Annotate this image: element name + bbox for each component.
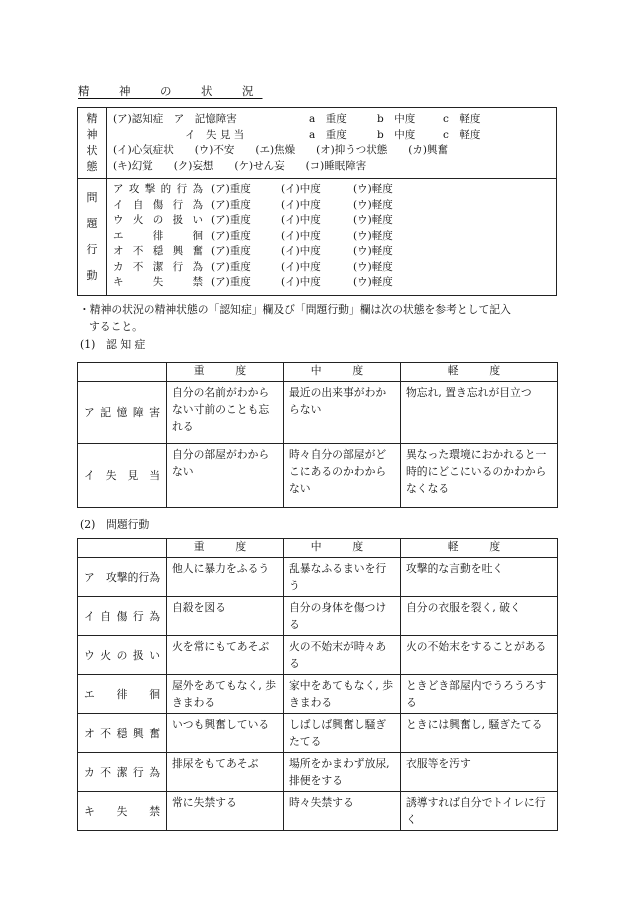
label-char: 火 [100, 648, 112, 662]
label-char: 興 [132, 726, 144, 740]
row-label [78, 714, 167, 753]
label-char: カ [113, 260, 124, 273]
label-char: 傷 [116, 609, 128, 623]
problem-behavior-row [113, 244, 556, 260]
label-char: オ [113, 245, 124, 257]
dementia-orientation-text: イ 失 見 当 [185, 128, 245, 141]
table-cell: 自分の身体を傷つける [284, 597, 401, 636]
label-char: 的 [160, 183, 172, 195]
grade-c: c 軽度 [443, 128, 481, 141]
table-cell: 自分の部屋がわからない [167, 444, 284, 508]
grade-option: (イ)中度 [281, 183, 321, 195]
row-label [78, 597, 167, 636]
label-char: 精 [86, 112, 98, 125]
grade-option: (イ)中度 [281, 229, 321, 242]
row-label-text [84, 803, 160, 820]
behavior-label [113, 182, 203, 198]
grade-option: (ア)重度 [211, 276, 251, 288]
table-cell: 乱暴なふるまいを行う [284, 558, 401, 597]
grade-option: (ア)重度 [211, 260, 251, 273]
label-char: 状 [86, 144, 98, 157]
label-char: エ [84, 687, 95, 701]
label-char: 態 [86, 160, 98, 173]
label-char: 行 [172, 198, 184, 211]
label-char: 徊 [149, 687, 160, 701]
label-char: い [149, 648, 160, 662]
label-char: 行 [86, 242, 98, 256]
label-char: 問 [86, 190, 98, 204]
table-cell: 家中をあてもなく, 歩きまわる [284, 675, 401, 714]
grade-option: (ウ)軽度 [353, 229, 393, 242]
instruction-note [79, 301, 559, 335]
header-moderate: 中 度 [284, 363, 401, 382]
label-char: 為 [192, 260, 203, 273]
label-char: 穏 [152, 245, 164, 257]
header-moderate: 中 度 [284, 539, 401, 558]
dementia-memory-text: (ア)認知症 ア 記憶障害 [113, 113, 237, 125]
label-char: 興 [172, 245, 184, 257]
header-blank [78, 363, 167, 382]
row-label-text [84, 404, 160, 421]
note-line-1: ・精神の状況の精神状態の「認知症」欄及び「問題行動」欄は次の状態を参考として記入 [79, 303, 511, 316]
table-row [78, 597, 558, 636]
problem-behavior-cell [107, 179, 557, 296]
label-char: 題 [86, 216, 98, 230]
label-char: 失 [116, 804, 128, 818]
grade-option: (ア)重度 [211, 245, 251, 257]
table-cell: 火を常にもてあそぶ [167, 636, 284, 675]
label-char: 行 [132, 609, 144, 623]
label-char: 行 [132, 765, 144, 779]
header-blank [78, 539, 167, 558]
grade-option: (イ)中度 [281, 245, 321, 257]
row-label [78, 444, 167, 508]
label-char: の [152, 214, 164, 226]
behavior-label [113, 213, 203, 229]
table-cell: 自分の衣服を裂く, 破く [401, 597, 558, 636]
label-char: ア [84, 570, 95, 584]
label-char: 扱 [132, 648, 144, 662]
label-char: い [192, 214, 203, 226]
grade-c: c 軽度 [443, 113, 481, 125]
table-cell: 常に失禁する [167, 792, 284, 831]
grade-option: (イ)中度 [281, 260, 321, 273]
page-title: 精 神 の 状 況 [78, 84, 263, 98]
grade-option: (ア)重度 [211, 229, 251, 242]
label-char: 奮 [149, 726, 160, 740]
table-row [78, 714, 558, 753]
table-cell: 火の不始末をすることがある [401, 636, 558, 675]
label-char: 為 [192, 183, 203, 195]
table-row [78, 753, 558, 792]
table-cell: 異なった環境におかれると一時的にどこにいるのかわからなくなる [401, 444, 558, 508]
label-char: オ [84, 726, 95, 740]
problem-behavior-row [113, 275, 556, 291]
label-char: 不 [132, 245, 144, 257]
table-cell: 誘導すれば自分でトイレに行く [401, 792, 558, 831]
behavior-label [113, 198, 203, 214]
label-char: 自 [100, 609, 112, 623]
header-mild: 軽 度 [401, 363, 558, 382]
label-char: 失 [152, 276, 164, 288]
table-cell: 最近の出来事がわからない [284, 382, 401, 444]
section-dementia-heading: (1) 認 知 症 [80, 338, 146, 351]
table-row [78, 444, 558, 508]
table-cell: しばしば興奮し騒ぎたてる [284, 714, 401, 753]
row-label [78, 675, 167, 714]
label-char: 穏 [116, 726, 128, 740]
grade-option: (ア)重度 [211, 183, 251, 195]
label-char: 禁 [149, 804, 160, 818]
problem-behavior-row [113, 213, 556, 229]
grade-b: b 中度 [377, 113, 416, 125]
problem-behavior-row [113, 182, 556, 198]
label-char: 潔 [116, 765, 128, 779]
header-severe: 重 度 [167, 539, 284, 558]
grade-option: (イ)中度 [281, 198, 321, 211]
row-label [78, 753, 167, 792]
label-char: 行 [176, 183, 188, 195]
grade-a: a 重度 [309, 128, 347, 141]
row-label-text [84, 569, 160, 586]
label-char: 奮 [192, 245, 203, 257]
label-char: 為 [149, 765, 160, 779]
symptoms-line-1: (イ)心気症状 (ウ)不安 (エ)焦燥 (オ)抑うつ状態 (カ)興奮 [113, 144, 448, 156]
row-label [78, 636, 167, 675]
row-label-text [84, 608, 160, 625]
problem-behavior-row [113, 260, 556, 276]
label-char: イ [84, 469, 95, 482]
label-char: 当 [149, 469, 160, 482]
table-cell: 他人に暴力をふるう [167, 558, 284, 597]
row-label-text [84, 725, 160, 742]
label-char: ア [84, 406, 95, 419]
table-row [78, 636, 558, 675]
symptoms-line-2: (キ)幻覚 (ク)妄想 (ケ)せん妄 (コ)睡眠障害 [113, 159, 367, 172]
table-row [78, 675, 558, 714]
label-char: 失 [105, 469, 117, 482]
label-char: 攻撃的行為 [106, 570, 160, 584]
row-label-text [84, 686, 160, 703]
label-char: ア [113, 183, 124, 195]
table-row [78, 382, 558, 444]
label-char: ウ [84, 648, 95, 662]
problem-behavior-label [78, 179, 107, 296]
row-label [78, 792, 167, 831]
label-char: 攻 [128, 183, 140, 195]
header-severe: 重 度 [167, 363, 284, 382]
label-char: 為 [192, 198, 203, 211]
behavior-label [113, 244, 203, 260]
label-char: 自 [132, 198, 144, 211]
label-char: 記 [100, 406, 112, 419]
note-line-2: すること。 [89, 320, 143, 333]
table-cell: ときには興奮し, 騒ぎたてる [401, 714, 558, 753]
table-cell: 場所をかまわず放尿, 排便をする [284, 753, 401, 792]
label-char: 徘 [116, 687, 128, 701]
label-char: 火 [132, 214, 144, 226]
table-row [78, 792, 558, 831]
grade-option: (イ)中度 [281, 214, 321, 226]
table-cell: 排尿をもてあそぶ [167, 753, 284, 792]
grade-a: a 重度 [309, 113, 347, 125]
mental-state-label [78, 108, 107, 179]
label-char: 不 [100, 765, 112, 779]
grade-option: (ア)重度 [211, 214, 251, 226]
label-char: の [116, 648, 128, 662]
label-char: 傷 [152, 198, 164, 211]
label-char: イ [113, 198, 124, 211]
behavior-label [113, 260, 203, 276]
mental-status-table [77, 107, 557, 296]
label-char: イ [84, 609, 95, 623]
table-cell: 屋外をあてもなく, 歩きまわる [167, 675, 284, 714]
row-label [78, 558, 167, 597]
label-char: 障 [132, 406, 144, 419]
label-char: ウ [113, 214, 124, 226]
mental-state-cell [107, 108, 557, 179]
dementia-orientation-line [113, 128, 556, 144]
table-cell: 衣服等を汚す [401, 753, 558, 792]
label-char: エ [113, 229, 124, 242]
label-char: 為 [149, 609, 160, 623]
table-cell: 攻撃的な言動を吐く [401, 558, 558, 597]
grade-b: b 中度 [377, 128, 416, 141]
grade-option: (ア)重度 [211, 198, 251, 211]
row-label-text [84, 764, 160, 781]
label-char: 不 [132, 260, 144, 273]
label-char: 潔 [152, 260, 164, 273]
problem-behavior-row [113, 198, 556, 214]
table-cell: 火の不始末が時々ある [284, 636, 401, 675]
row-label-text [84, 467, 160, 484]
row-label [78, 382, 167, 444]
table-cell: 自分の名前がわからない寸前のことも忘れる [167, 382, 284, 444]
section-behavior-heading: (2) 問題行動 [80, 518, 150, 531]
grade-option: (ウ)軽度 [353, 183, 393, 195]
label-char: 徘 [152, 229, 164, 242]
label-char: 動 [86, 268, 98, 282]
grade-option: (ウ)軽度 [353, 276, 393, 288]
problem-behavior-row [113, 229, 556, 245]
header-mild: 軽 度 [401, 539, 558, 558]
behavior-reference-table [77, 538, 558, 831]
table-cell: 自殺を図る [167, 597, 284, 636]
label-char: 害 [149, 406, 160, 419]
label-char: 撃 [144, 183, 156, 195]
label-char: 神 [86, 128, 98, 141]
dementia-reference-table [77, 362, 558, 508]
grade-option: (ウ)軽度 [353, 245, 393, 257]
label-char: 徊 [192, 229, 203, 242]
grade-option: (イ)中度 [281, 276, 321, 288]
table-cell: 物忘れ, 置き忘れが目立つ [401, 382, 558, 444]
table-cell: 時々失禁する [284, 792, 401, 831]
label-char: キ [113, 276, 124, 288]
grade-option: (ウ)軽度 [353, 260, 393, 273]
label-char: 扱 [172, 214, 184, 226]
label-char: 不 [100, 726, 112, 740]
label-char: 禁 [192, 276, 203, 288]
table-cell: 時々自分の部屋がどこにあるのかわからない [284, 444, 401, 508]
table-cell: ときどき部屋内でうろうろする [401, 675, 558, 714]
row-label-text [84, 647, 160, 664]
table-row [78, 558, 558, 597]
grade-option: (ウ)軽度 [353, 214, 393, 226]
label-char: 憶 [116, 406, 128, 419]
label-char: カ [84, 765, 95, 779]
label-char: 行 [172, 260, 184, 273]
label-char: 見 [127, 469, 139, 482]
grade-option: (ウ)軽度 [353, 198, 393, 211]
dementia-memory-line [113, 112, 556, 128]
behavior-label [113, 275, 203, 291]
label-char: キ [84, 804, 95, 818]
behavior-label [113, 229, 203, 245]
table-cell: いつも興奮している [167, 714, 284, 753]
